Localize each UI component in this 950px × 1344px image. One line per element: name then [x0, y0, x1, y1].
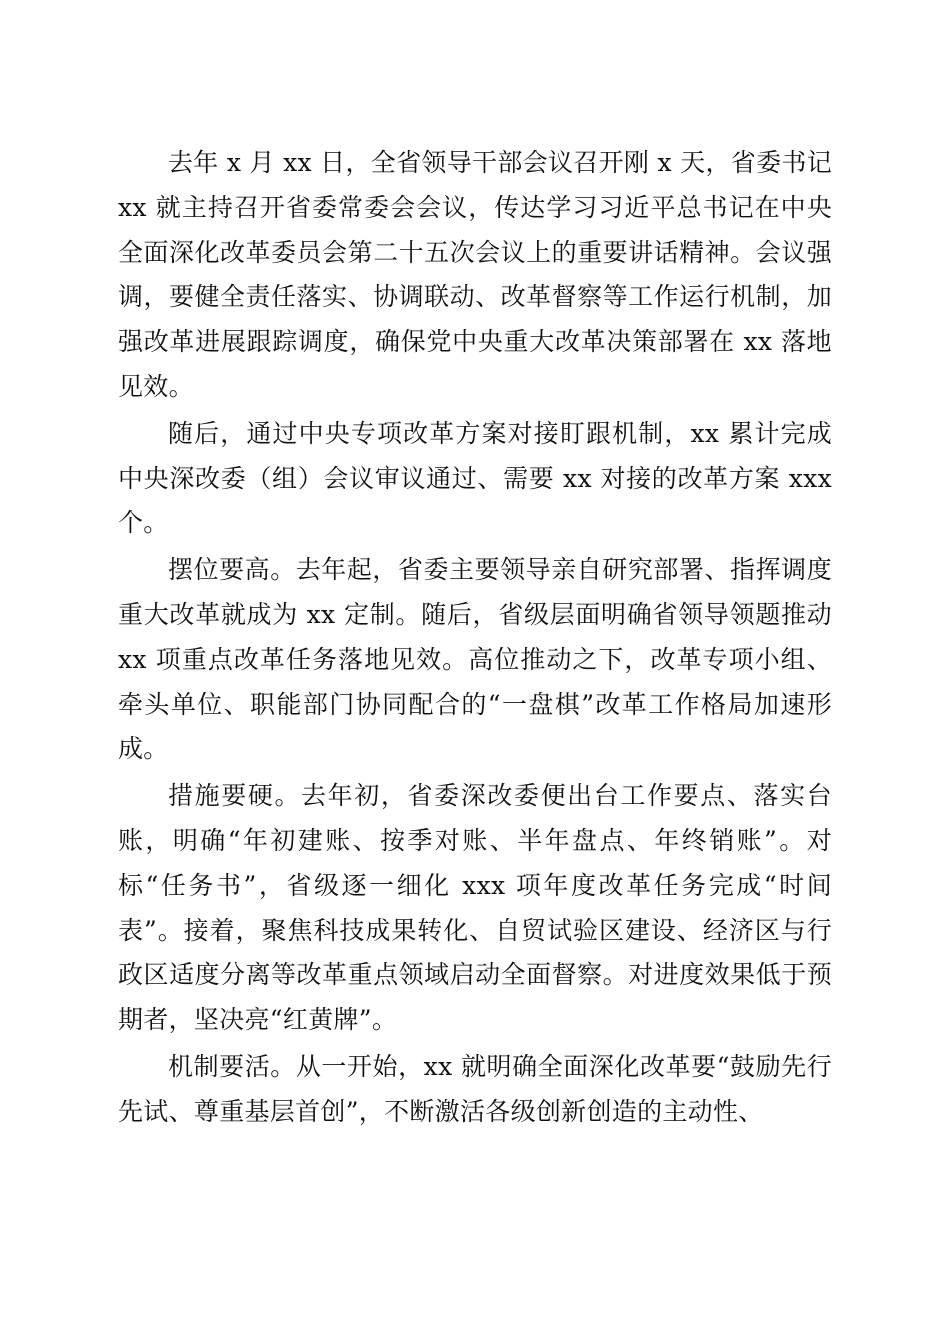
paragraph-5: 机制要活。从一开始，xx 就明确全面深化改革要“鼓励先行先试、尊重基层首创”，不断激活各级创新创造的主动性、 [118, 1051, 832, 1126]
document-body [118, 141, 832, 1137]
paragraph-2: 随后，通过中央专项改革方案对接盯跟机制，xx 累计完成中央深改委（组）会议审议通过、需要 xx 对接的改革方案 xxx 个。 [118, 418, 832, 538]
paragraph-3: 摆位要高。去年起，省委主要领导亲自研究部署、指挥调度重大改革就成为 xx 定制。随后，省级层面明确省领导领题推动 xx 项重点改革任务落地见效。高位推动之下，改革专项小组、牵头单位、职能部门协同配合的“一盘棋”改革工作格局加速形成。 [118, 555, 832, 764]
paragraph-1: 去年 x 月 xx 日，全省领导干部会议召开刚 x 天，省委书记 xx 就主持召开省委常委会会议，传达学习习近平总书记在中央全面深化改革委员会第二十五次会议上的重要讲话精神。会议强调，要健全责任落实、协调联动、改革督察等工作运行机制，加强改革进展跟踪调度，确保党中央重大改革决策部署在 xx 落地见效。 [118, 148, 832, 401]
paragraph-4: 措施要硬。去年初，省委深改委便出台工作要点、落实台账，明确“年初建账、按季对账、半年盘点、年终销账”。对标“任务书”，省级逐一细化 xxx 项年度改革任务完成“时间表”。接着，聚焦科技成果转化、自贸试验区建设、经济区与行政区适度分离等改革重点领域启动全面督察。对进度效果低于预期者，坚决亮“红黄牌”。 [118, 781, 832, 1035]
